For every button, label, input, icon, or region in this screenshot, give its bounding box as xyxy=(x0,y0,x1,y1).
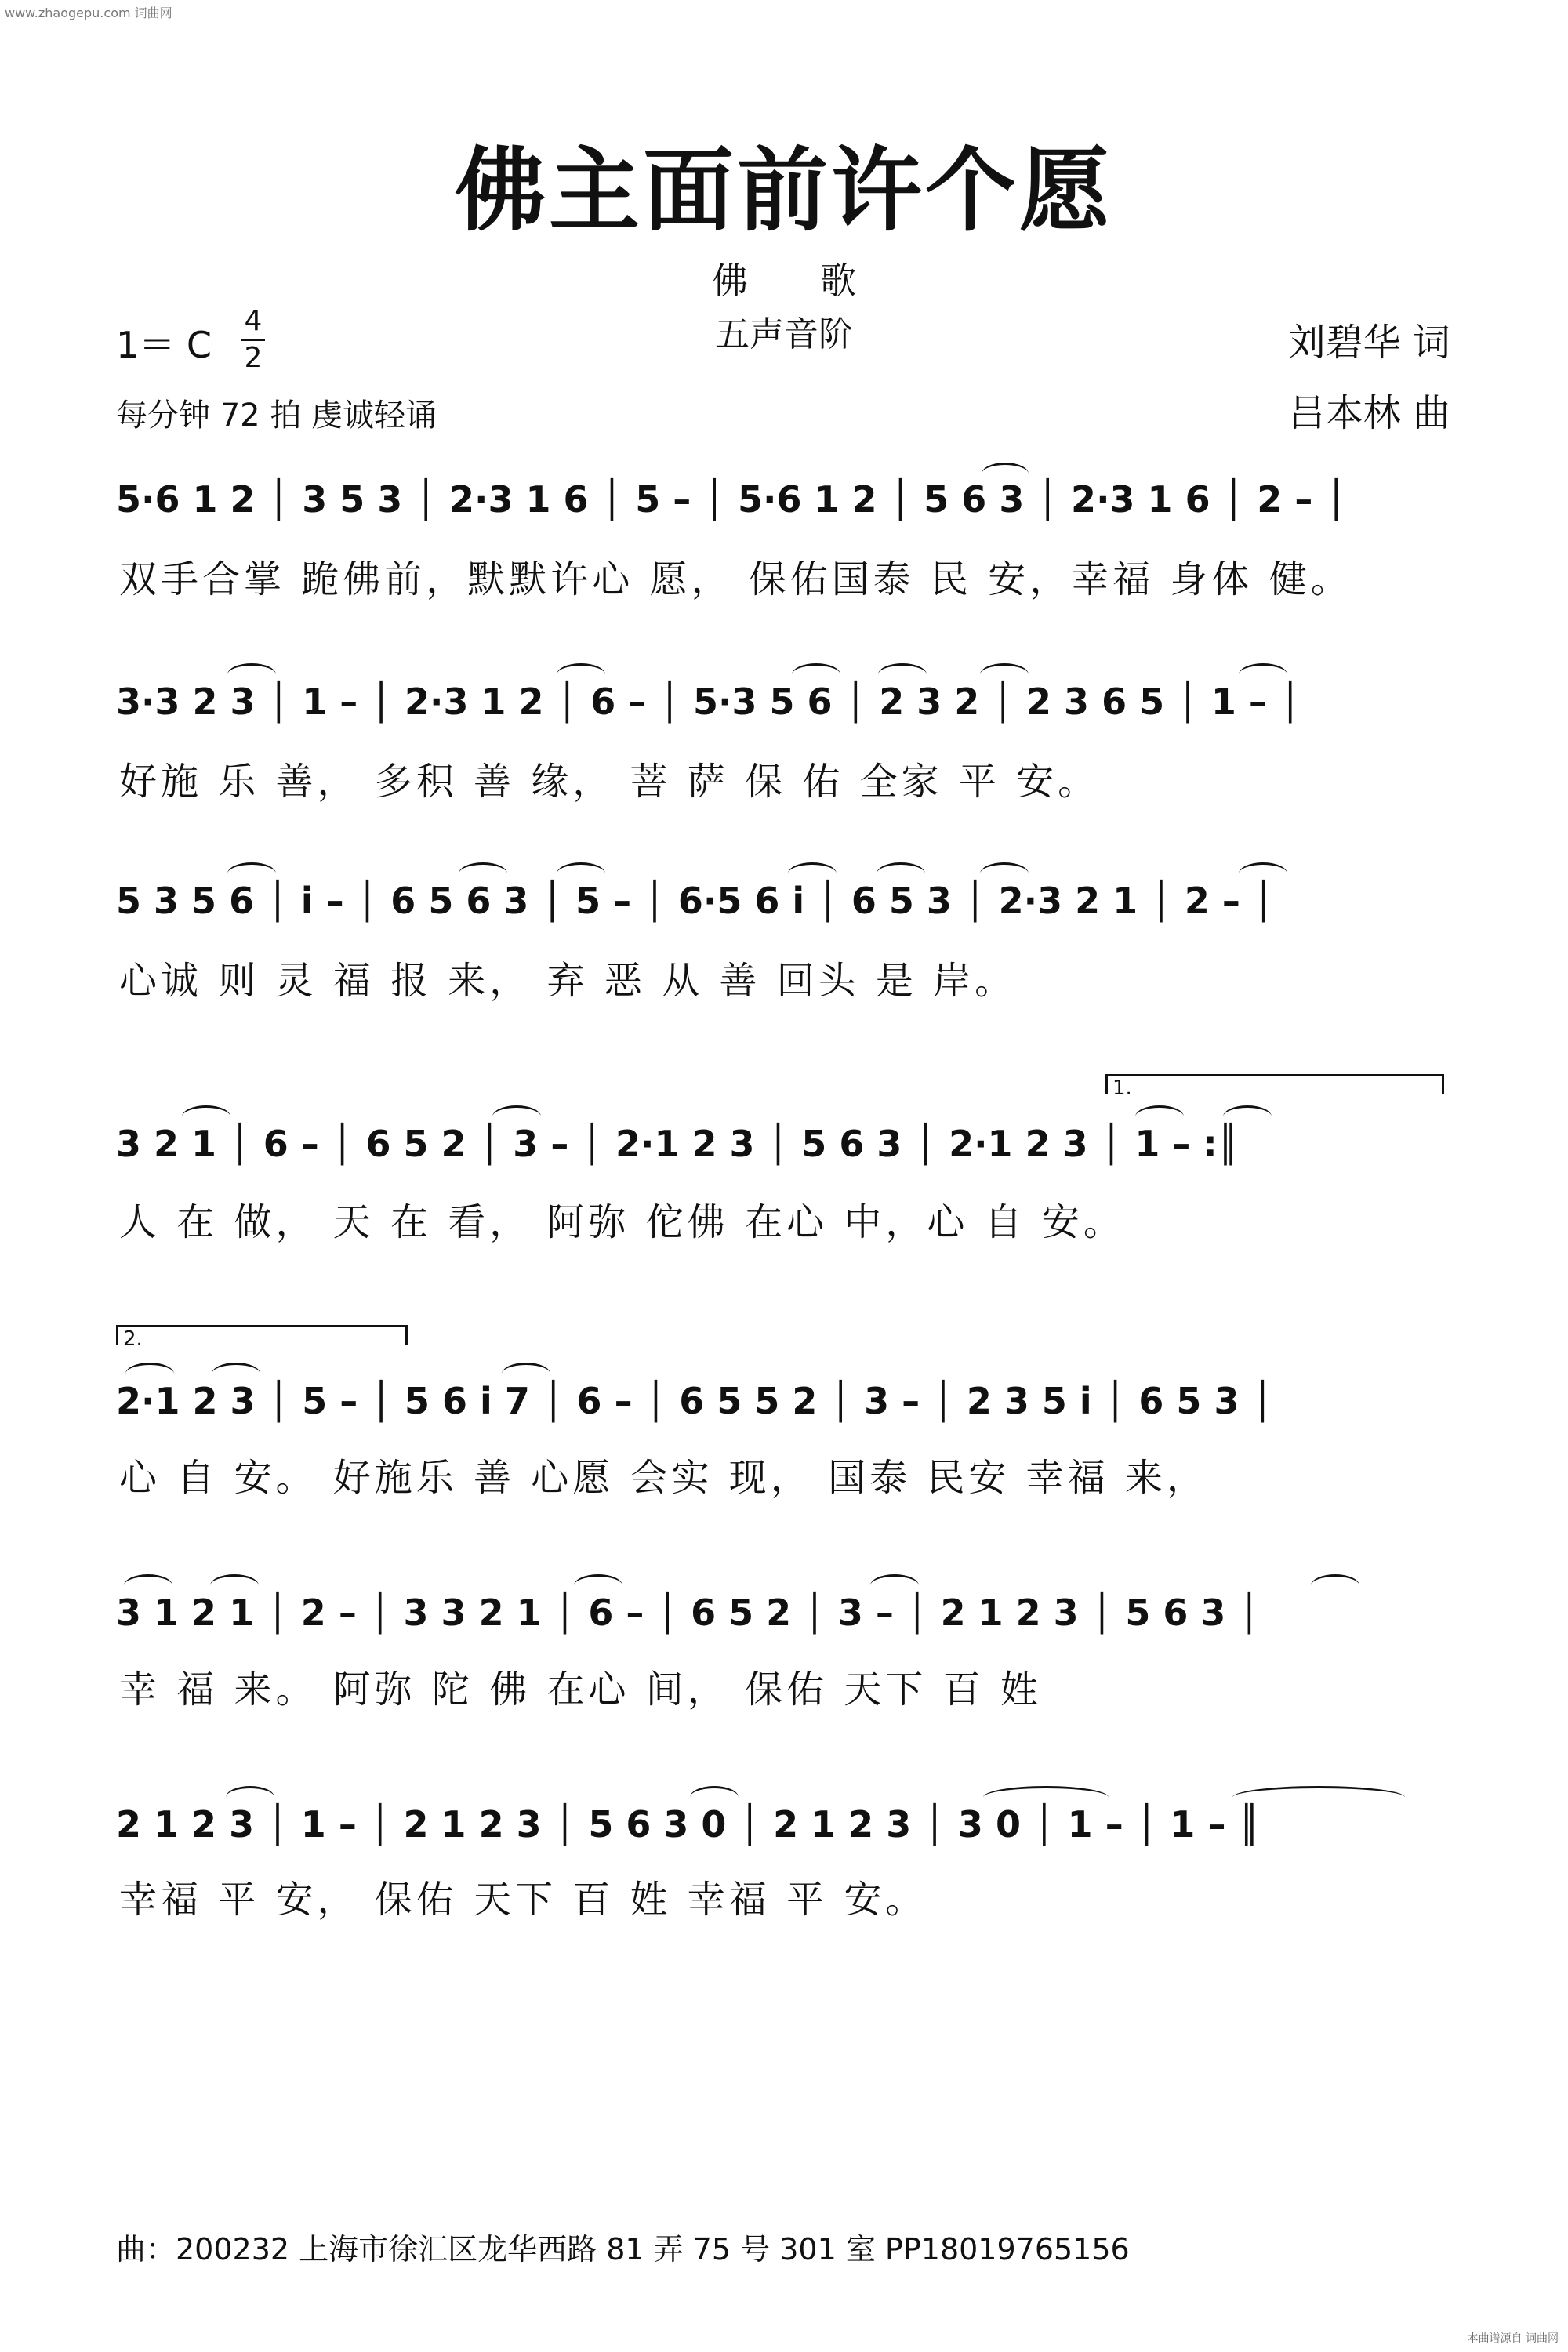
time-signature xyxy=(241,306,265,374)
slur-mark xyxy=(557,862,605,885)
slur-mark xyxy=(492,1105,541,1128)
slur-mark xyxy=(182,1105,230,1128)
second-ending-bracket: 2. xyxy=(116,1325,408,1345)
contact-footer: 曲：200232 上海市徐汇区龙华西路 81 弄 75 号 301 室 PP18019765156 xyxy=(116,2232,1130,2267)
notation-line-7: 2 1 2 3 │ 1 – │ 2 1 2 3 │ 5 6 3 0 │ 2 1 2 3 │ 3 0 │ 1 – │ 1 – ║ xyxy=(116,1803,1261,1846)
slur-mark xyxy=(982,463,1029,485)
lyrics-line-7: 幸福 平 安， 保佑 天下 百 姓 幸福 平 安。 xyxy=(119,1878,927,1922)
notation-line-3: 5 3 5 6 │ i – │ 6 5 6 3 │ 5 – │ 6·5 6 i │ 6 5 3 │ 2·3 2 1 │ 2 – │ xyxy=(116,880,1275,922)
site-mark: www.zhaogepu.com 词曲网 xyxy=(5,5,172,20)
slur-mark xyxy=(983,1786,1109,1809)
slur-mark xyxy=(792,663,840,686)
notation-line-5: 2·1 2 3 │ 5 – │ 5 6 i 7 │ 6 – │ 6 5 5 2 │ 3 – │ 2 3 5 i │ 6 5 3 │ xyxy=(116,1380,1274,1422)
lyricist-credit: 刘碧华 词 xyxy=(1287,321,1450,365)
slur-mark xyxy=(788,862,837,885)
slur-mark xyxy=(1223,1105,1272,1128)
lyrics-line-3: 心诚 则 灵 福 报 来， 弃 恶 从 善 回头 是 岸。 xyxy=(119,959,1017,1003)
notation-line-4: 3 2 1 │ 6 – │ 6 5 2 │ 3 – │ 2·1 2 3 │ 5 6 3 │ 2·1 2 3 │ 1 – :║ xyxy=(116,1123,1240,1165)
lyrics-line-2: 好施 乐 善， 多积 善 缘， 菩 萨 保 佑 全家 平 安。 xyxy=(119,760,1100,804)
song-title: 佛主面前许个愿 xyxy=(455,138,1113,244)
composer-credit: 吕本林 曲 xyxy=(1287,391,1450,435)
tempo-marking: 每分钟 72 拍 虔诚轻诵 xyxy=(116,397,437,434)
slur-mark xyxy=(459,862,507,885)
slur-mark xyxy=(1232,1786,1405,1809)
slur-mark xyxy=(212,1363,260,1385)
slur-mark xyxy=(557,663,605,686)
first-ending-bracket: 1. xyxy=(1105,1074,1444,1094)
time-signature-bottom: 2 xyxy=(244,342,263,374)
slur-mark xyxy=(227,862,276,885)
slur-mark xyxy=(125,1363,174,1385)
slur-mark xyxy=(877,862,925,885)
slur-mark xyxy=(226,1786,274,1809)
slur-mark xyxy=(870,1574,919,1597)
slur-mark xyxy=(210,1574,259,1597)
slur-mark xyxy=(227,663,276,686)
key-signature: 1＝ C xyxy=(116,324,212,366)
slur-mark xyxy=(1135,1105,1184,1128)
notation-line-1: 5·6 1 2 │ 3 5 3 │ 2·3 1 6 │ 5 – │ 5·6 1 2 │ 5 6 3 │ 2·3 1 6 │ 2 – │ xyxy=(116,478,1348,521)
slur-mark xyxy=(574,1574,622,1597)
lyrics-line-1: 双手合掌 跪佛前，默默许心 愿， 保佑国泰 民 安，幸福 身体 健。 xyxy=(119,557,1352,601)
scale-label: 五声音阶 xyxy=(715,314,853,354)
song-genre: 佛 歌 xyxy=(712,260,856,302)
notation-line-2: 3·3 2 3 │ 1 – │ 2·3 1 2 │ 6 – │ 5·3 5 6 │ 2 3 2 │ 2 3 6 5 │ 1 – │ xyxy=(116,681,1301,723)
slur-mark xyxy=(980,663,1029,686)
slur-mark xyxy=(1239,862,1287,885)
slur-mark xyxy=(878,663,927,686)
slur-mark xyxy=(1239,663,1287,686)
lyrics-line-6: 幸 福 来。 阿弥 陀 佛 在心 间， 保佑 天下 百 姓 xyxy=(119,1668,1042,1711)
slur-mark xyxy=(690,1786,739,1809)
slur-mark xyxy=(1311,1574,1359,1597)
slur-mark xyxy=(502,1363,550,1385)
lyrics-line-4: 人 在 做， 天 在 看， 阿弥 佗佛 在心 中，心 自 安。 xyxy=(119,1200,1125,1244)
slur-mark xyxy=(124,1574,172,1597)
lyrics-line-5: 心 自 安。 好施乐 善 心愿 会实 现， 国泰 民安 幸福 来， xyxy=(119,1456,1208,1500)
source-watermark: 本曲谱源自 词曲网 xyxy=(1467,2332,1559,2345)
time-signature-top: 4 xyxy=(244,305,263,337)
time-signature-rule xyxy=(241,339,265,341)
slur-mark xyxy=(980,862,1029,885)
notation-line-6: 3 1 2 1 │ 2 – │ 3 3 2 1 │ 6 – │ 6 5 2 │ 3 – │ 2 1 2 3 │ 5 6 3 │ xyxy=(116,1592,1261,1634)
